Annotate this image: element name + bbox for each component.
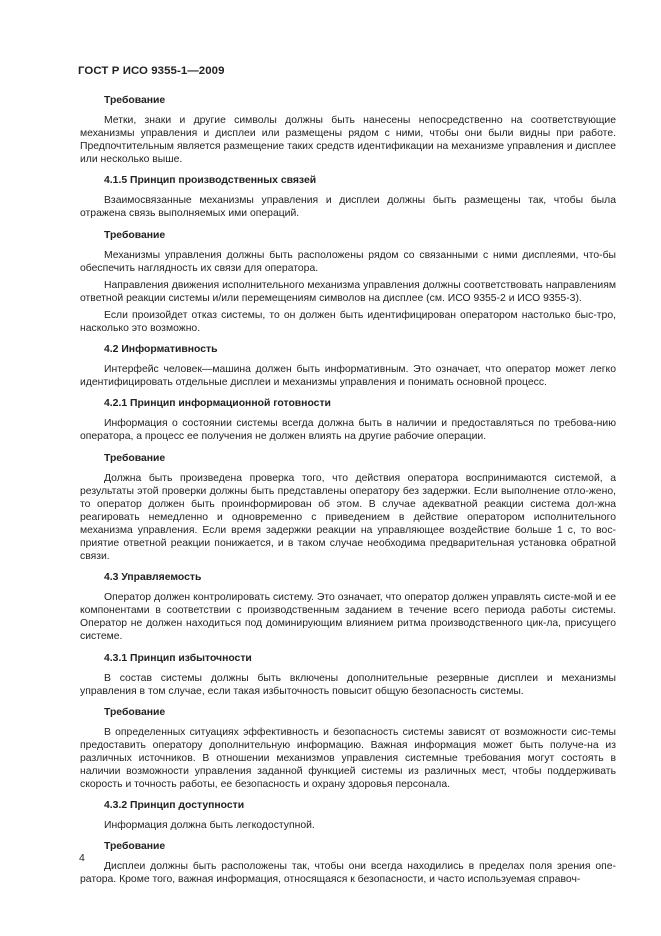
document-body xyxy=(80,94,616,894)
section-heading: 4.2 Информативность xyxy=(104,344,218,356)
paragraph: Направления движения исполнительного механизма управления должны соответствовать направлениям ответной реакции системы и/или перемещениям символов на дисплее (см. ИСО 9355-2 и ИСО 9355-3). xyxy=(80,279,616,304)
section-heading: Требование xyxy=(104,229,166,241)
section-heading: 4.2.1 Принцип информационной готовности xyxy=(104,398,331,410)
paragraph: Информация должна быть легкодоступной. xyxy=(104,820,315,832)
paragraph: Взаимосвязанные механизмы управления и дисплеи должны быть размещены так, чтобы была отражена связь выполняемых ими операций. xyxy=(80,195,616,220)
paragraph: Метки, знаки и другие символы должны быть нанесены непосредственно на соответствующие механизмы управления и дисплеи или размещены рядом с ними, чтобы они были видны при работе. Предпочтительным является размещение таких средств идентификации на механизме управления и дисплее или несколько выше. xyxy=(80,115,616,166)
section-heading: Требование xyxy=(104,95,166,106)
section-heading: 4.3.2 Принцип доступности xyxy=(104,800,245,812)
section-heading: 4.1.5 Принцип производственных связей xyxy=(104,175,317,187)
paragraph: Механизмы управления должны быть расположены рядом со связанными с ними дисплеями, что-бы обеспечить наглядность их связи для оператора. xyxy=(80,249,616,274)
paragraph: В определенных ситуациях эффективность и безопасность системы зависят от возможности сис-темы предоставить оператору дополнительную информацию. Важная информация может быть получе-на из различных источников. В отношении механизмов управления системные требования могут состоять в наличии возможности управления заданной функцией системы из различных мест, чтобы поддерживать скорость и точность работы, ее безопасность и охрану здоровья персонала. xyxy=(80,726,616,791)
paragraph: Должна быть произведена проверка того, что действия оператора воспринимаются системой, а результаты этой проверки должны быть представлены оператору без задержки. Если выполнение отло-жено, то оператор должен быть проинформирован об этом. В случае адекватной реакции система дол-жна реагировать немедленно и одновременно с приведением в действие оператором исполнительного механизма управления. Если время задержки реакции на управляющее воздействие больше 1 с, то вос-приятие ответной реакции понижается, и в таком случае необходима предварительная установка обратной связи. xyxy=(80,472,616,563)
section-heading: 4.3.1 Принцип избыточности xyxy=(104,652,252,664)
paragraph: Если произойдет отказ системы, то он должен быть идентифицирован оператором настолько быс-тро, насколько это возможно. xyxy=(80,309,616,335)
paragraph: В состав системы должны быть включены дополнительные резервные дисплеи и механизмы управления в том случае, если такая избыточность повысит общую безопасность системы. xyxy=(80,672,616,697)
section-heading: Требование xyxy=(104,452,166,464)
paragraph: Информация о состоянии системы всегда должна быть в наличии и предоставляться по требова-нию оператора, а процесс ее получения не должен влиять на другие рабочие операции. xyxy=(80,418,616,443)
paragraph: Дисплеи должны быть расположены так, чтобы они всегда находились в пределах поля зрения опе-ратора. Кроме того, важная информация, относящаяся к безопасности, и часто используемая справоч- xyxy=(80,861,616,886)
section-heading: Требование xyxy=(104,706,166,718)
paragraph: Интерфейс человек—машина должен быть информативным. Это означает, что оператор может легко идентифицировать отдельные дисплеи и механизмы управления и понимать основной процесс. xyxy=(80,364,616,389)
section-heading: Требование xyxy=(104,841,166,853)
page-number: 4 xyxy=(79,853,85,864)
document-header: ГОСТ Р ИСО 9355-1—2009 xyxy=(78,65,225,77)
paragraph: Оператор должен контролировать систему. Это означает, что оператор должен управлять систе-мой и ее компонентами в соответствии с производственным заданием в течение всего периода работы системы. Оператор не должен находиться под доминирующим влиянием ритма производственного цик-ла, присущего системе. xyxy=(80,592,616,643)
section-heading: 4.3 Управляемость xyxy=(104,572,202,584)
